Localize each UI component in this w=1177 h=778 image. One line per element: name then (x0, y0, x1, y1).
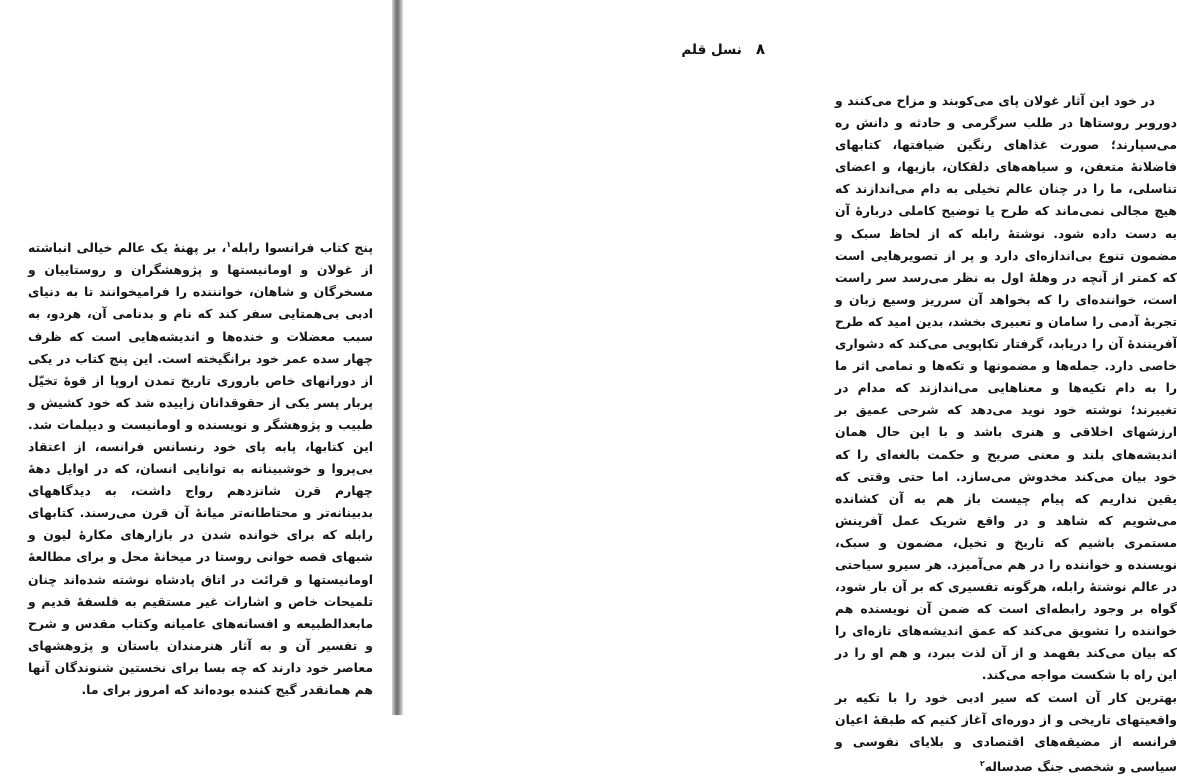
page-number: ۸ (755, 40, 765, 58)
right-paragraph-2 (835, 687, 1177, 778)
running-head (681, 40, 765, 58)
left-page-body (28, 234, 373, 701)
left-paragraph-text: پنج کتاب فرانسوا رابله$^۱$، بر پهنهٔ یک عالم خیالی انباشته از غولان و اومانیستها و پژوهشگران و روستاییان و مسخرگان و شاهان، خوانننده را فرامیخوانند تا به دنیای ادبی بی‌همتایی سفر کند که نام و بدنامی آن، هردو، به سبب معضلات و خنده‌ها و اندیشه‌هایی است که ظرف چهار سده عمر خود برانگیخته است. این پنج کتاب در یکی از دورانهای خاص باروری تاریخ تمدن اروپا از قوهٔ تخیّل پربار پسر یکی از حقوقدانان زاییده شد که خود کشیش و طبیب و پژوهشگر و نویسنده و اومانیست و دیپلمات شد. این کتابها، پابه پای خود رنسانس فرانسه، از اعتقاد بی‌پروا و خوشبینانه به توانایی انسان، که در اوایل دهۀ چهارم قرن شانزدهم رواج داشت، به دیدگاههای بدبینانه‌تر و محتاطانه‌تر میانهٔ آن قرن می‌رسند. کتابهای رابله که برای خوانده شدن در بازارهای مکارهٔ لیون و شبهای قصه خوانی روستا در میخانهٔ محل و برای مطالعهٔ اومانیستها و قرائت در اتاق پادشاه نوشته شده‌اند چنان تلمیحات خاص و اشارات غیر مستقیم به فلسفهٔ قدیم و مابعدالطبیعه و افسانه‌های عامیانه وکتاب مقدس و شرح و تفسیر آن و به آثار هنرمندان باستان و پژوهشهای معاصر خود دارند که چه بسا برای نخستین شنوندگان آنها هم همانقدر گیج کننده بوده‌اند که امروز برای ما. (28, 240, 373, 697)
right-paragraph-1-text: در خود این آثار غولان پای می‌کوبند و مزاح می‌کنند و دوروبر روستاها در طلب سرگرمی و حادثه و دانش ره می‌سپارند؛ صورت غذاهای رنگین ضیافتها، کتابهای فاضلانهٔ متعفن، و سیاهه‌های دلقکان، بازیها، و اعضای تناسلی، ما را در چنان عالم تخیلی به دام می‌اندازند که هیچ مجالی نمی‌ماند که طرح یا توضیح کاملی دربارهٔ آن به دست داده شود. نوشتهٔ رابله که از لحاظ سبک و مضمون تنوع بی‌اندازه‌ای دارد و پر از تصویرهایی است که کمتر از آنچه در وهلهٔ اول به نظر می‌رسد سر راست است، خواننده‌ای را که بخواهد آن سرریز وسیع زبان و تجربهٔ آدمی را سامان و تعبیری بخشد، بدین امید که طرح آفرینندهٔ آن را دریابد، گرفتار تکاپویی می‌کند که دشواری خاصی دارد. جمله‌ها و مضمونها و تکه‌ها و تمامی اثر ما را به دام تکیه‌ها و معناهایی می‌اندازند که مدام در تغییرند؛ نوشته خود نوید می‌دهد که شرحی عمیق بر ارزشهای اخلاقی و هنری باشد و با این حال همان اندیشه‌های بلند و معنی صریح و حکمت بالغه‌ای را که خود بیان می‌کند مخدوش می‌سازد. اما حتی وقتی که یقین نداریم که پیام چیست باز هم به آن کشانده می‌شویم که شاهد و در واقع شریک عمل آفرینش مستمری باشیم که تاریخ و تخیل، مضمون و سبک، نویسنده و خواننده را در هم می‌آمیزد. هر سیرو سیاحتی در عالم نوشتهٔ رابله، هرگونه تفسیری که بر آن بار شود، گواه بر وجود رابطه‌ای است که ضمن آن نویسنده هم خواننده را تشویق می‌کند که عمق اندیشه‌های تازه‌ای را که بیان می‌کند بفهمد و از آن لذت ببرد، و هم او را در این راه با شکست مواجه می‌کند. (835, 93, 1177, 683)
book-gutter (392, 0, 403, 715)
footnote-marker: ۱ (226, 240, 232, 249)
right-paragraph-1 (835, 90, 1177, 687)
left-paragraph (28, 234, 373, 701)
right-paragraph-2-text: بهترین کار آن است که سیر ادبی خود را با تکیه بر واقعیتهای تاریخی و از دوره‌ای آغاز کنیم که طبقهٔ اعیان فرانسه از مضیقه‌های اقتصادی و بلایای نفوسی و سیاسی و شخصی جنگ صدساله (835, 689, 1177, 774)
left-page (0, 0, 392, 715)
footnote-marker: ۲ (979, 758, 985, 768)
right-page-body (835, 90, 1177, 778)
right-page (403, 0, 1177, 774)
running-head-title: نسل قلم (681, 42, 742, 58)
